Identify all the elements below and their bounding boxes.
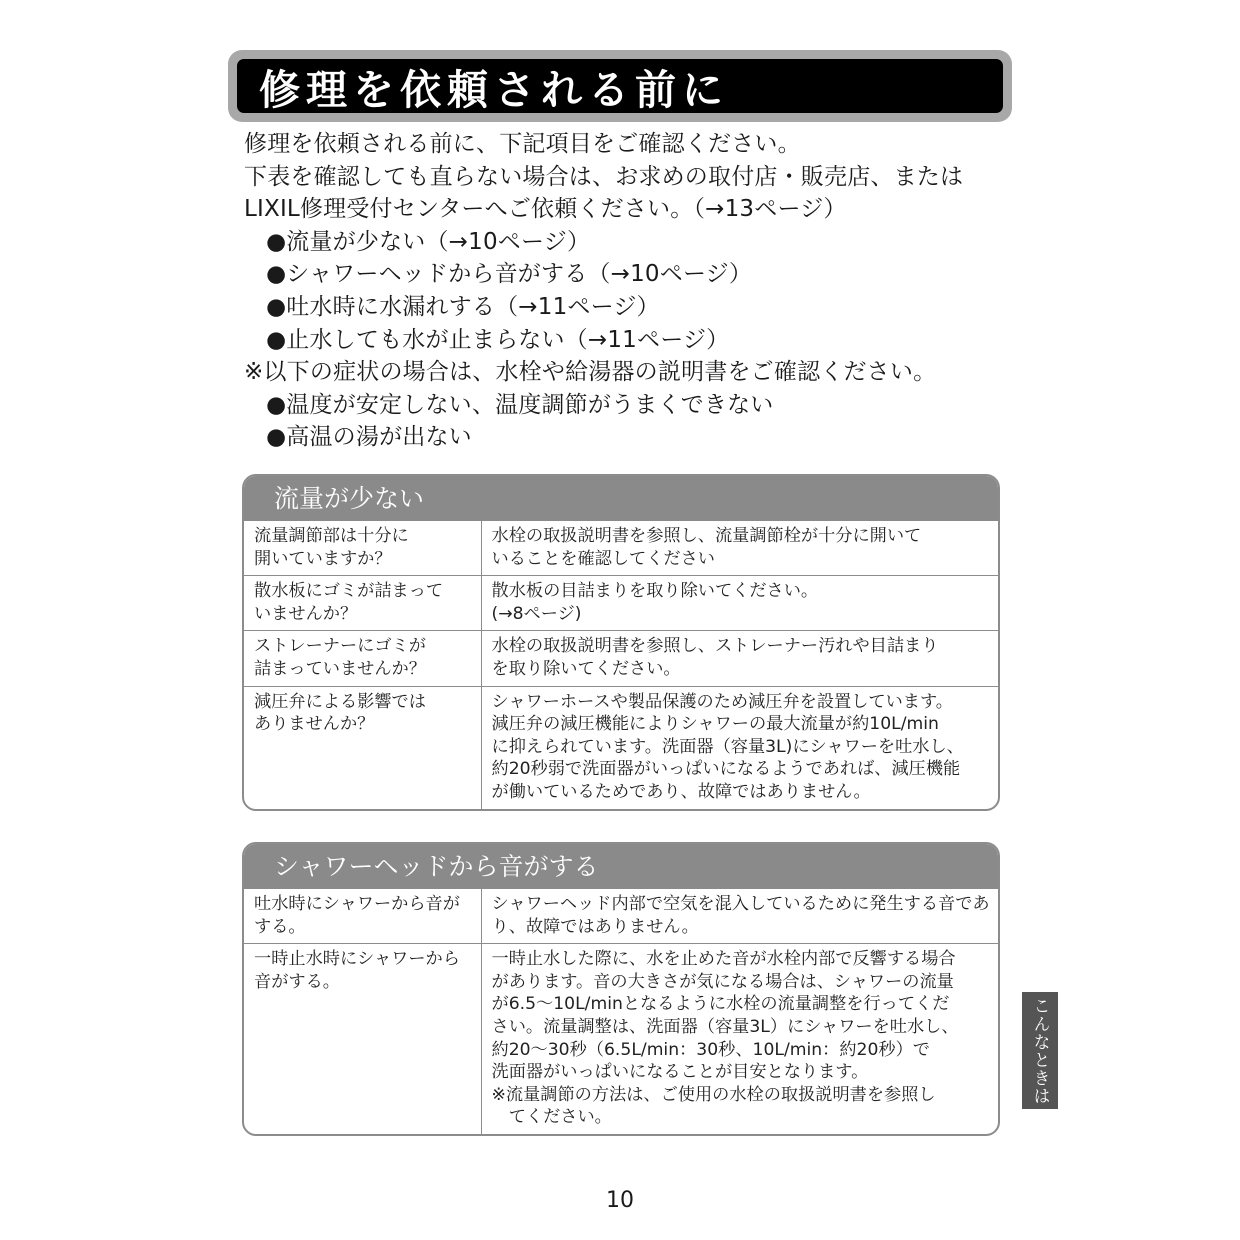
intro-note: ※以下の症状の場合は、水栓や給湯器の説明書をご確認ください。 [244,359,937,386]
section-shower-noise [242,842,1000,1136]
table-row [244,686,998,808]
table-row [244,631,998,686]
answer-cell: 水栓の取扱説明書を参照し、流量調節栓が十分に開いて いることを確認してください [491,526,922,569]
answer-cell: 散水板の目詰まりを取り除いてください。 (→8ページ) [481,576,998,631]
table-row [244,944,998,1134]
answer-cell: シャワーホースや製品保護のため減圧弁を設置しています。 減圧弁の減圧機能によりシャワーの最大流量が約10L/min に抑えられています。洗面器（容量3L)にシャワーを吐水し、 約20秒弱で洗面器がいっぱいになるようであれば、減圧機能 が働いているためであり、故障ではありません。 [481,686,998,808]
symptom-item: ●吐水時に水漏れする（→11ページ） [266,293,660,320]
question-cell: 流量調節部は十分に 開いていますか？ [244,521,481,576]
question-cell: 散水板にゴミが詰まって いませんか？ [244,576,481,631]
answer-cell: シャワーヘッド内部で空気を混入しているために発生する音であ り、故障ではありません。 [491,894,990,937]
note-item: ●温度が安定しない、温度調節がうまくできない [266,391,774,418]
troubleshooting-table [244,889,998,1134]
question-cell: ストレーナーにゴミが 詰まっていませんか？ [244,631,481,686]
section-low-flow [242,474,1000,811]
question-cell: 減圧弁による影響では ありませんか？ [244,686,481,808]
symptom-item: ●シャワーヘッドから音がする（→10ページ） [266,261,753,288]
page-title: 修理を依頼される前に [259,65,729,114]
symptom-item: ●止水しても水が止まらない（→11ページ） [266,326,730,353]
question-cell: 吐水時にシャワーから音が する。 [244,889,481,944]
troubleshooting-table [244,521,998,809]
intro-line-3: LIXIL修理受付センターへご依頼ください。（→13ページ） [244,196,847,223]
intro-block [244,128,1014,454]
title-banner-inner [237,59,1003,113]
intro-line-2: 下表を確認しても直らない場合は、お求めの取付店・販売店、または [244,163,964,190]
page-number: 10 [606,1188,634,1213]
table-row [244,521,998,576]
question-cell: 一時止水時にシャワーから 音がする。 [244,944,481,1134]
side-tab: こんなときは [1022,992,1058,1109]
section-header: 流量が少ない [244,476,998,521]
symptom-item: ●流量が少ない（→10ページ） [266,228,591,255]
answer-cell: 一時止水した際に、水を止めた音が水栓内部で反響する場合 があります。音の大きさが気になる場合は、シャワーの流量 が6.5〜10L/minとなるように水栓の流量調整を行ってくだ さい。流量調整は、洗面器（容量3L）にシャワーを吐水し、 約20〜30秒（6.5L/min：30秒、10L/min：約20秒）で 洗面器がいっぱいになることが目安となります。 ※流量調節の方法は、ご使用の水栓の取扱説明書を参照し てください。 [481,944,998,1134]
title-banner [228,50,1012,122]
table-row [244,889,998,944]
section-header: シャワーヘッドから音がする [244,844,998,889]
table-row [244,576,998,631]
note-item: ●高温の湯が出ない [266,424,472,451]
intro-line-1: 修理を依頼される前に、下記項目をご確認ください。 [244,131,801,157]
answer-cell: 水栓の取扱説明書を参照し、ストレーナー汚れや目詰まり を取り除いてください。 [481,631,998,686]
